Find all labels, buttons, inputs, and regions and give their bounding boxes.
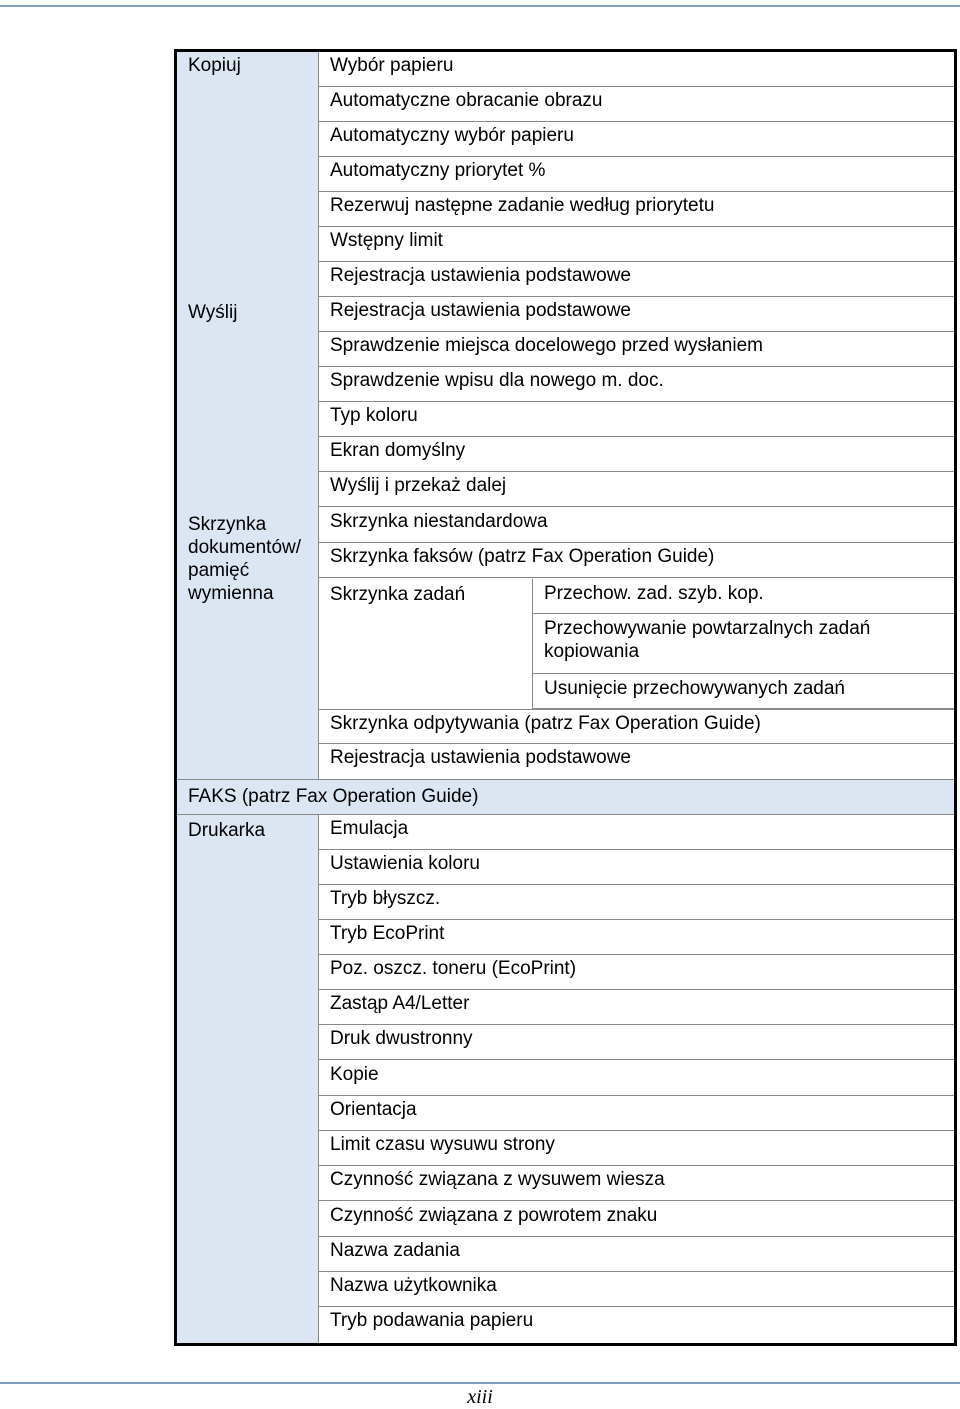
menu-item-reserve-next: Rezerwuj następne zadanie według priorytetu [319,192,954,227]
menu-item-send-defaults: Rejestracja ustawienia podstawowe [319,297,954,332]
menu-item-paper-selection: Wybór papieru [319,52,954,87]
category-fax: FAKS (patrz Fax Operation Guide) [188,786,479,807]
category-line: wymienna [188,583,274,604]
menu-subitem-quick-copy: Przechow. zad. szyb. kop. [532,579,954,614]
menu-item-color-settings: Ustawienia koloru [319,850,954,885]
menu-item-polling-box: Skrzynka odpytywania (patrz Fax Operation Guide) [319,709,954,744]
menu-item-fax-box: Skrzynka faksów (patrz Fax Operation Guide) [319,543,954,578]
menu-item-auto-percent: Automatyczny priorytet % [319,157,954,192]
menu-item-default-screen: Ekran domyślny [319,437,954,472]
menu-item-dest-check: Sprawdzenie miejsca docelowego przed wysłaniem [319,332,954,367]
menu-item-linefeed-action: Czynność związana z wysuwem wiesza [319,1166,954,1201]
menu-item-override-a4: Zastąp A4/Letter [319,990,954,1025]
menu-item-ecoprint: Tryb EcoPrint [319,920,954,955]
menu-item-custom-box: Skrzynka niestandardowa [319,508,954,543]
category-column [177,52,319,1343]
category-printer: Drukarka [188,820,266,841]
menu-item-user-name: Nazwa użytkownika [319,1272,954,1307]
page-number: xiii [467,1386,493,1408]
menu-item-orientation: Orientacja [319,1096,954,1131]
category-line: pamięć [188,560,250,581]
menu-item-auto-rotation: Automatyczne obracanie obrazu [319,87,954,122]
fax-row [177,779,954,815]
menu-subitem-delete-retained: Usunięcie przechowywanych zadań [532,674,954,709]
menu-item-formfeed-timeout: Limit czasu wysuwu strony [319,1131,954,1166]
menu-item-toner-save: Poz. oszcz. toneru (EcoPrint) [319,955,954,990]
menu-item-box-defaults: Rejestracja ustawienia podstawowe [330,747,631,768]
category-copy: Kopiuj [188,55,241,76]
menu-item-color-type: Typ koloru [319,402,954,437]
menu-item-job-box: Skrzynka zadań [330,584,466,605]
menu-item-new-dest-check: Sprawdzenie wpisu dla nowego m. doc. [319,367,954,402]
menu-item-duplex: Druk dwustronny [319,1025,954,1060]
top-rule [0,5,960,7]
menu-subitem-repeat-copy: Przechowywanie powtarzalnych zadań kopiowania [532,614,954,674]
menu-item-preset-limit: Wstępny limit [319,227,954,262]
menu-item-send-forward: Wyślij i przekaż dalej [319,472,954,507]
menu-item-copy-defaults: Rejestracja ustawienia podstawowe [319,262,954,297]
menu-item-emulation: Emulacja [319,815,954,850]
menu-item-gloss-mode: Tryb błyszcz. [319,885,954,920]
category-send: Wyślij [188,302,238,323]
category-document-box [188,513,301,605]
menu-item-copies: Kopie [319,1061,954,1096]
menu-item-carriage-return: Czynność związana z powrotem znaku [319,1202,954,1237]
menu-item-paper-feed: Tryb podawania papieru [330,1310,534,1331]
menu-item-job-name: Nazwa zadania [319,1237,954,1272]
menu-item-auto-paper: Automatyczny wybór papieru [319,122,954,157]
bottom-rule [0,1382,960,1384]
category-line: Skrzynka [188,514,267,535]
category-line: dokumentów/ [188,537,302,558]
